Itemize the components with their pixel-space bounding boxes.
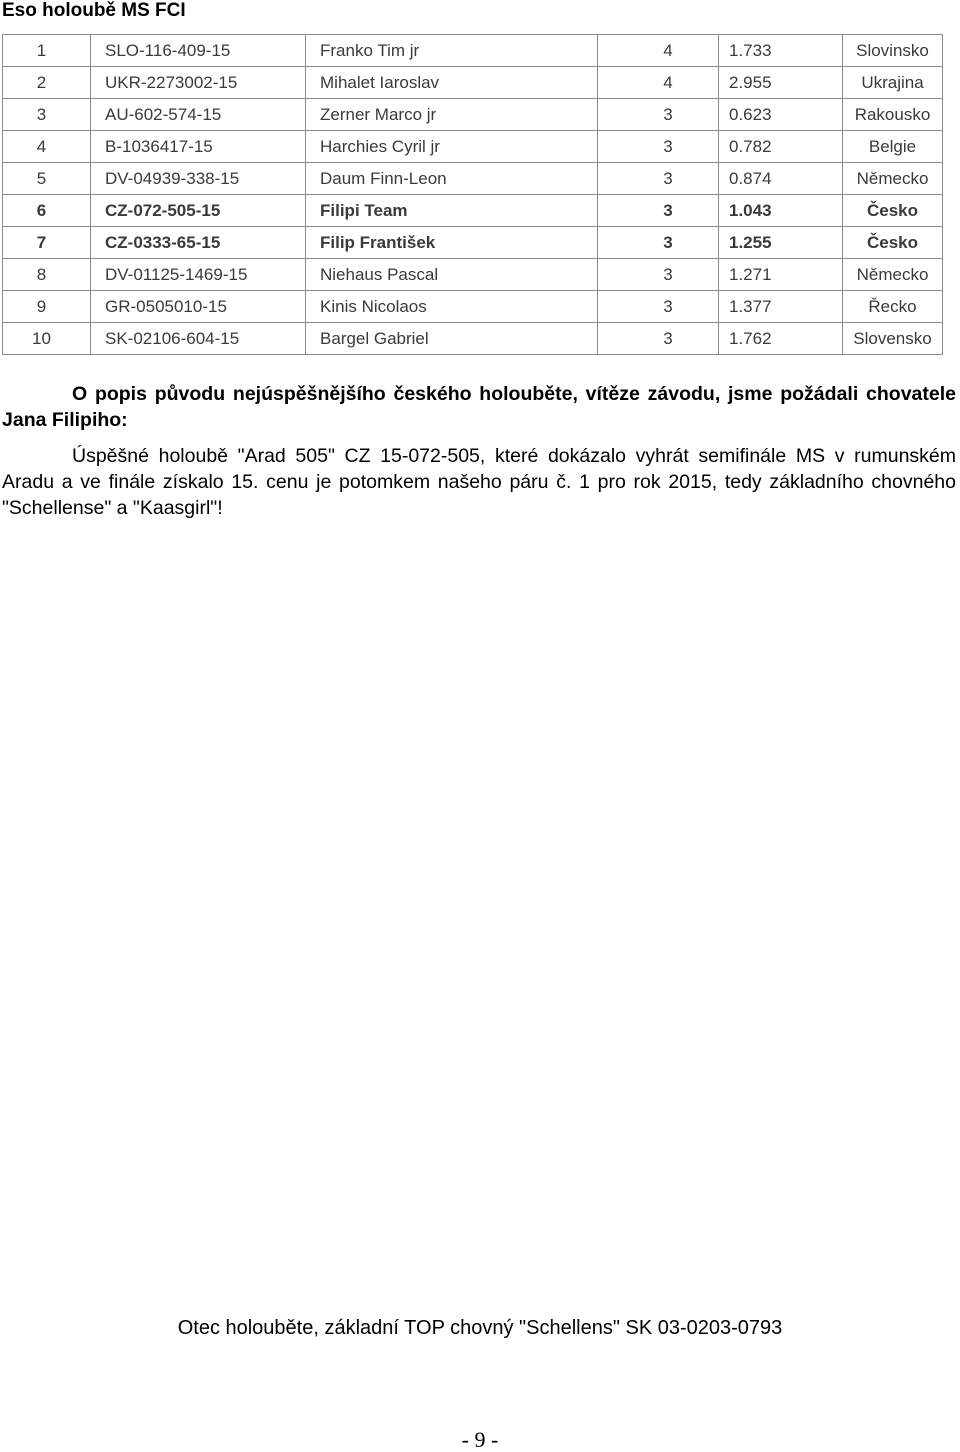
points-cell: 3 (598, 163, 719, 195)
rank-cell: 2 (3, 67, 91, 99)
country-cell: Česko (843, 227, 943, 259)
table-row (3, 131, 943, 163)
points-cell: 3 (598, 227, 719, 259)
ring-number-cell: GR-0505010-15 (91, 291, 306, 323)
country-cell: Německo (843, 259, 943, 291)
table-row (3, 291, 943, 323)
points-cell: 3 (598, 259, 719, 291)
breeder-name-cell: Daum Finn-Leon (306, 163, 598, 195)
breeder-name-cell: Zerner Marco jr (306, 99, 598, 131)
rank-cell: 10 (3, 323, 91, 355)
table-row (3, 67, 943, 99)
ring-number-cell: DV-01125-1469-15 (91, 259, 306, 291)
ring-number-cell: CZ-0333-65-15 (91, 227, 306, 259)
coefficient-cell: 0.623 (719, 99, 843, 131)
coefficient-cell: 1.733 (719, 35, 843, 67)
points-cell: 3 (598, 99, 719, 131)
country-cell: Řecko (843, 291, 943, 323)
coefficient-cell: 1.271 (719, 259, 843, 291)
country-cell: Německo (843, 163, 943, 195)
coefficient-cell: 1.043 (719, 195, 843, 227)
rank-cell: 8 (3, 259, 91, 291)
page-number: - 9 - (461, 1427, 499, 1452)
results-table (2, 34, 943, 355)
rank-cell: 6 (3, 195, 91, 227)
coefficient-cell: 1.762 (719, 323, 843, 355)
photo-caption: Otec holouběte, základní TOP chovný "Schellens" SK 03-0203-0793 (177, 1317, 783, 1339)
breeder-name-cell: Kinis Nicolaos (306, 291, 598, 323)
coefficient-cell: 1.377 (719, 291, 843, 323)
points-cell: 4 (598, 35, 719, 67)
rank-cell: 5 (3, 163, 91, 195)
country-cell: Slovinsko (843, 35, 943, 67)
ring-number-cell: CZ-072-505-15 (91, 195, 306, 227)
table-row (3, 323, 943, 355)
country-cell: Belgie (843, 131, 943, 163)
table-row (3, 99, 943, 131)
table-row (3, 227, 943, 259)
breeder-name-cell: Bargel Gabriel (306, 323, 598, 355)
results-table-body (3, 35, 943, 355)
rank-cell: 7 (3, 227, 91, 259)
points-cell: 3 (598, 131, 719, 163)
ring-number-cell: DV-04939-338-15 (91, 163, 306, 195)
breeder-name-cell: Filip František (306, 227, 598, 259)
page-heading: Eso holoubě MS FCI (2, 0, 186, 21)
coefficient-cell: 1.255 (719, 227, 843, 259)
rank-cell: 3 (3, 99, 91, 131)
intro-paragraph: O popis původu nejúspěšnějšího českého holouběte, vítěze závodu, jsme požádali chovatele Jana Filipiho: (2, 383, 956, 431)
table-row (3, 163, 943, 195)
country-cell: Česko (843, 195, 943, 227)
ring-number-cell: SLO-116-409-15 (91, 35, 306, 67)
points-cell: 3 (598, 291, 719, 323)
points-cell: 3 (598, 195, 719, 227)
country-cell: Slovensko (843, 323, 943, 355)
coefficient-cell: 0.874 (719, 163, 843, 195)
rank-cell: 9 (3, 291, 91, 323)
table-row (3, 259, 943, 291)
points-cell: 4 (598, 67, 719, 99)
breeder-name-cell: Harchies Cyril jr (306, 131, 598, 163)
country-cell: Rakousko (843, 99, 943, 131)
breeder-name-cell: Filipi Team (306, 195, 598, 227)
coefficient-cell: 0.782 (719, 131, 843, 163)
points-cell: 3 (598, 323, 719, 355)
rank-cell: 4 (3, 131, 91, 163)
table-row (3, 195, 943, 227)
country-cell: Ukrajina (843, 67, 943, 99)
ring-number-cell: UKR-2273002-15 (91, 67, 306, 99)
coefficient-cell: 2.955 (719, 67, 843, 99)
breeder-name-cell: Franko Tim jr (306, 35, 598, 67)
ring-number-cell: B-1036417-15 (91, 131, 306, 163)
ring-number-cell: AU-602-574-15 (91, 99, 306, 131)
ring-number-cell: SK-02106-604-15 (91, 323, 306, 355)
breeder-name-cell: Mihalet Iaroslav (306, 67, 598, 99)
rank-cell: 1 (3, 35, 91, 67)
table-row (3, 35, 943, 67)
body-paragraph: Úspěšné holoubě "Arad 505" CZ 15-072-505, které dokázalo vyhrát semifinále MS v rumunském Aradu a ve finále získalo 15. cenu je potomkem našeho páru č. 1 pro rok 2015, tedy základního chovného "Schellense" a "Kaasgirl"! (2, 445, 956, 519)
breeder-name-cell: Niehaus Pascal (306, 259, 598, 291)
